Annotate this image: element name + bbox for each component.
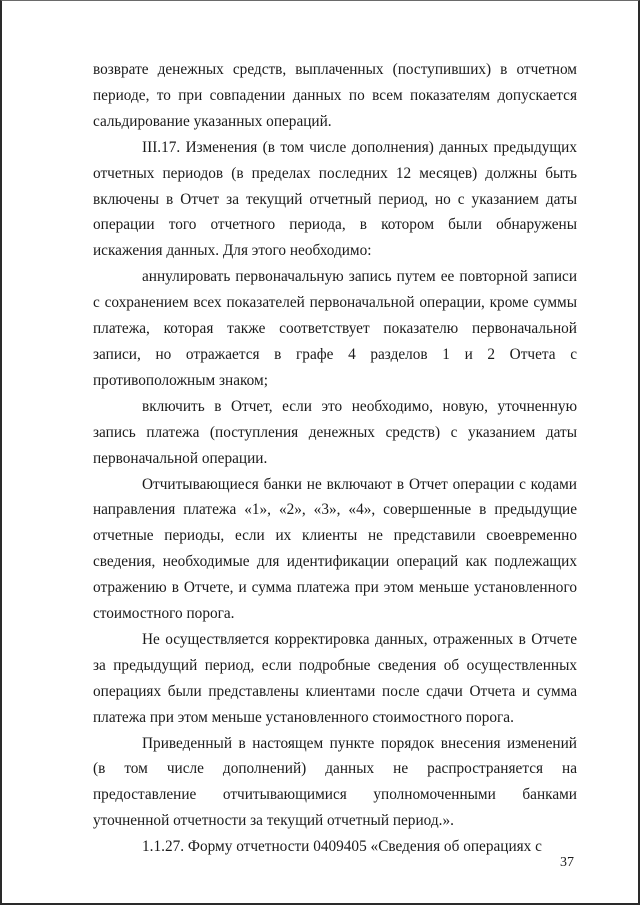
paragraph-section-3-17: III.17. Изменения (в том числе дополнения) данных предыдущих отчетных периодов (в пределах последних 12 месяцев) должны быть включены в Отчет за текущий отчетный период, но с указанием даты операции того отчетного периода, в котором были обнаружены искажения данных. Для этого необходимо: xyxy=(93,138,577,260)
paragraph-reporting-banks: Отчитывающиеся банки не включают в Отчет операции с кодами направления платежа «1», «2», «3», «4», совершенные в предыдущие отчетные периоды, если их клиенты не представили своевременно сведения, необходимые для идентификации операций как подлежащих отражению в Отчете, и сумма платежа при этом меньше установленного стоимостного порога. xyxy=(93,475,577,623)
paragraph-form-0409405: 1.1.27. Форму отчетности 0409405 «Сведения об операциях с xyxy=(142,838,542,856)
document-body xyxy=(93,57,577,860)
paragraph-no-correction: Не осуществляется корректировка данных, отраженных в Отчете за предыдущий период, если подробные сведения об осуществленных операциях были представлены клиентами после сдачи Отчета и сумма платежа при этом меньше установленного стоимостного порога. xyxy=(93,630,577,726)
paragraph-continuation: возврате денежных средств, выплаченных (поступивших) в отчетном периоде, то при совпадении данных по всем показателям допускается сальдирование указанных операций. xyxy=(93,61,577,130)
paragraph-procedure-scope: Приведенный в настоящем пункте порядок внесения изменений (в том числе дополнений) данных не распространяется на предоставление отчитывающимися уполномоченными банками уточненной отчетности за текущий отчетный период.». xyxy=(93,734,577,830)
page-number: 37 xyxy=(560,855,574,870)
paragraph-annul-record: аннулировать первоначальную запись путем ее повторной записи с сохранением всех показателей первоначальной операции, кроме суммы платежа, которая также соответствует показателю первоначальной записи, но отражается в графе 4 разделов 1 и 2 Отчета с противоположным знаком; xyxy=(93,268,577,389)
paragraph-include-new-record: включить в Отчет, если это необходимо, новую, уточненную запись платежа (поступления денежных средств) с указанием даты первоначальной операции. xyxy=(93,397,577,467)
